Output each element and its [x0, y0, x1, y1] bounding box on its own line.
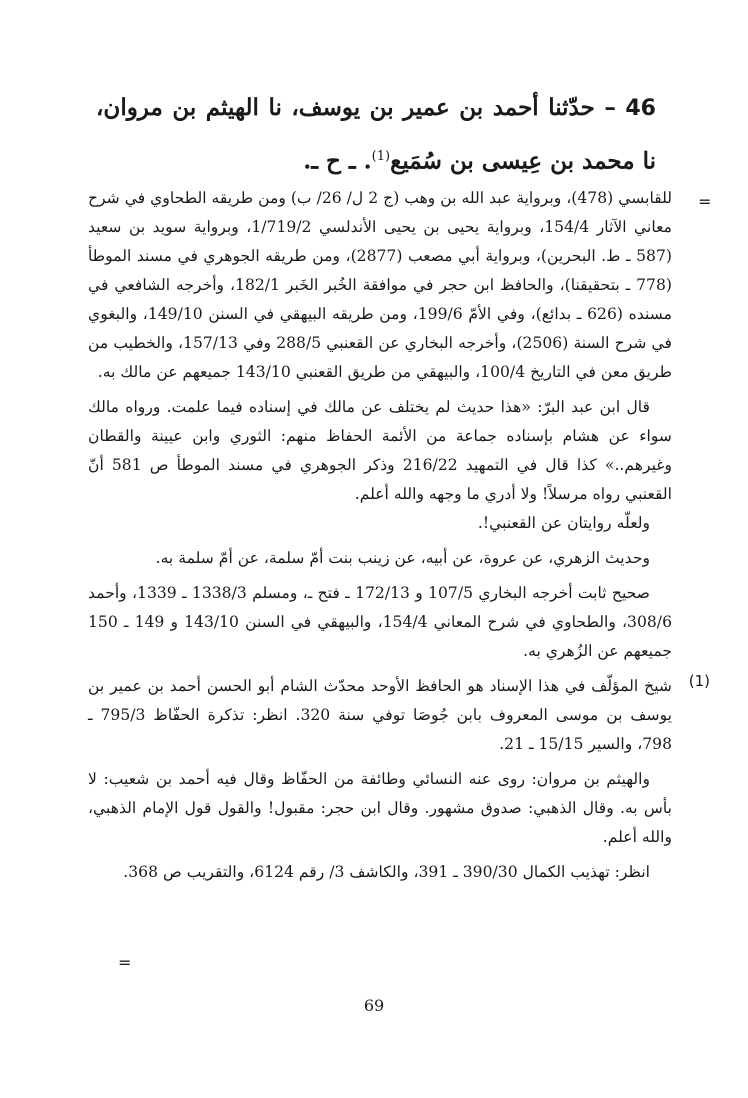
footnote-marker: (1) [688, 672, 710, 690]
hadith-body: – حدّثنا أحمد بن عمير بن يوسف، نا الهيثم بن مروان، نا محمد بن عِيسى بن سُمَيع [96, 94, 656, 175]
footnote-1 [88, 672, 710, 759]
continuation-marker-bottom: = [118, 953, 132, 972]
hadith-end: . ـ ح ـ. [303, 147, 372, 175]
note-paragraph-qanabi: ولعلّه روايتان عن القعنبي!. [477, 514, 650, 532]
footnote-paragraph-haytham: والهيثم بن مروان: روى عنه النسائي وطائفة من الحفّاظ وقال فيه أحمد بن شعيب: لا بأس به. وقال الذهبي: صدوق مشهور. وقال ابن حجر: مقبول! والقول قول الإمام الذهبي، والله أعلم. [88, 770, 672, 846]
note-paragraph-zuhri: وحديث الزهري، عن عروة، عن أبيه، عن زينب بنت أمّ سلمة، عن أمّ سلمة به. [155, 549, 650, 567]
note-paragraph-sahih: صحيح ثابت أخرجه البخاري 107/5 و 172/13 ـ فتح ـ، ومسلم 1338/3 ـ 1339، وأحمد 308/6، والطحاوي في شرح المعاني 154/4، والبيهقي في السنن 143/10 و 149 ـ 150 جميعهم عن الزُهري به. [88, 584, 672, 660]
hadith-number: 46 [625, 96, 656, 121]
continuation-marker-top: = [698, 192, 712, 211]
hadith-text [96, 84, 656, 186]
page-number: 69 [363, 996, 385, 1015]
note-paragraph-ibn-abd-al-barr: قال ابن عبد البرّ: «هذا حديث لم يختلف عن مالك في إسناده فيما علمت. ورواه مالك سواء عن هشام بإسناده جماعة من الأئمة الحفاظ منهم: الثوري وابن عيينة والقطان وغيرهم..» كذا قال في التمهيد 216/22 وذكر الجوهري في مسند الموطأ ص 581 أنّ القعنبي رواه مرسلاً! ولا أدري ما وجهه والله أعلم. [88, 398, 672, 503]
notes-section [88, 184, 710, 887]
note-paragraph-sources: للقابسي (478)، وبرواية عبد الله بن وهب (ج 2 ل/ 26/ ب) ومن طريقه الطحاوي في شرح معاني الآثار 154/4، وبرواية يحيى بن يحيى الأندلسي 1/719/2، وبرواية سويد بن سعيد (587 ـ ط. البحرين)، وبرواية أبي مصعب (2877)، ومن طريقه الجوهري في مسند الموطأ (778 ـ بتحقيقنا)، والحافظ ابن حجر في موافقة الخُبر الخَبر 182/1، وأخرجه الشافعي في مسنده (626 ـ بدائع)، وفي الأمّ 199/6، ومن طريقه البيهقي في السنن 149/10، والبغوي في شرح السنة (2506)، وأخرجه البخاري عن القعنبي 288/5 وفي 157/13، والخطيب من طريق معن في التاريخ 100/4، والبيهقي من طريق القعنبي 143/10 جميعهم عن مالك به. [88, 189, 673, 381]
footnote-paragraph-references: انظر: تهذيب الكمال 390/30 ـ 391، والكاشف 3/ رقم 6124، والتقريب ص 368. [123, 863, 650, 881]
footnote-paragraph-shaykh: شيخ المؤلّف في هذا الإسناد هو الحافظ الأوحد محدّث الشام أبو الحسن أحمد بن عمير بن يوسف بن موسى المعروف بابن جُوصَا توفي سنة 320. انظر: تذكرة الحفّاظ 795/3 ـ 798، والسير 15/15 ـ 21. [88, 677, 672, 753]
footnote-reference[interactable]: (1) [371, 149, 391, 164]
